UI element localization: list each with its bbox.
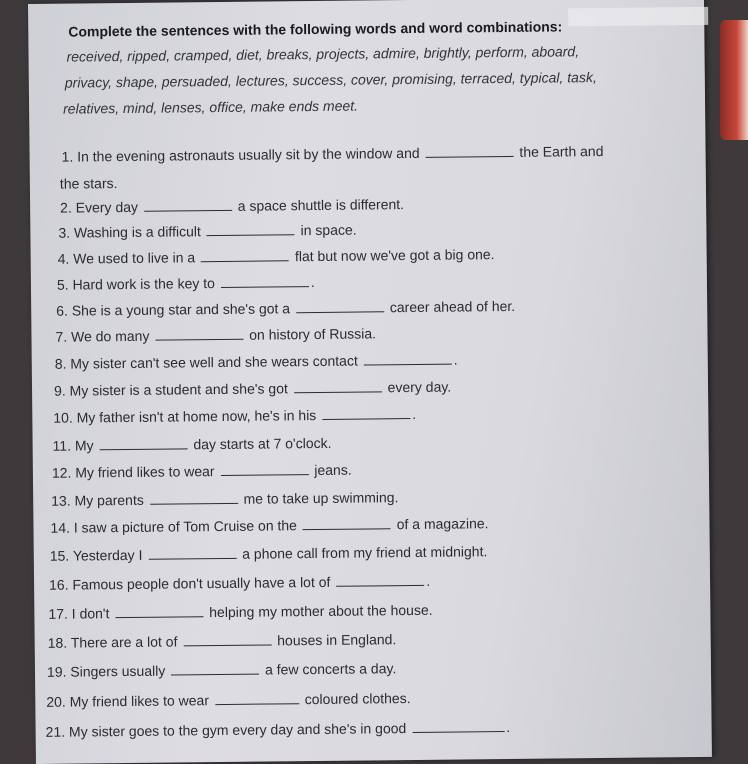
sentence-9 <box>54 379 451 399</box>
sentence-text-before: Famous people don't usually have a lot of <box>72 573 331 593</box>
sentence-15 <box>50 543 488 564</box>
sentence-number: 20. <box>46 693 66 710</box>
sentence-7 <box>55 325 376 344</box>
sentence-number: 15. <box>49 547 70 564</box>
worksheet-title: Complete the sentences with the following words and word combinations: <box>68 18 563 40</box>
sentence-text-after: every day. <box>387 378 452 396</box>
sentence-text-before: She is a young star and she's got a <box>71 300 291 319</box>
sentence-text-before: Singers usually <box>70 662 166 680</box>
sentence-number: 11. <box>52 437 72 454</box>
sentence-number: 1. <box>61 148 74 165</box>
sentence-number: 3. <box>58 224 71 241</box>
sentence-text-before: the stars. <box>59 175 118 192</box>
sentence-13 <box>51 489 398 509</box>
sentence-number: 16. <box>48 576 69 593</box>
sentence-19 <box>47 660 396 680</box>
sentence-text-after: . <box>412 405 417 422</box>
answer-blank[interactable] <box>322 417 410 420</box>
sentence-20 <box>46 690 410 710</box>
sentence-number: 7. <box>55 328 68 345</box>
sentence-number: 9. <box>53 382 66 399</box>
sentence-number: 10. <box>53 409 73 426</box>
sentence-3 <box>58 222 356 241</box>
answer-blank[interactable] <box>100 447 188 450</box>
sentence-text-before: My friend likes to wear <box>69 692 210 710</box>
sentence-number: 21. <box>45 723 66 740</box>
sentence-text-before: There are a lot of <box>70 633 178 651</box>
sentence-text-before: My <box>74 437 94 454</box>
sentence-number: 5. <box>56 276 69 293</box>
sentence-text-before: We do many <box>70 327 150 345</box>
answer-blank[interactable] <box>364 363 452 366</box>
sentence-16 <box>49 573 430 593</box>
answer-blank[interactable] <box>220 473 308 476</box>
answer-blank[interactable] <box>336 584 424 587</box>
word-list-line: relatives, mind, lenses, office, make ends meet. <box>63 97 359 117</box>
sentence-text-after: me to take up swimming. <box>243 489 399 507</box>
answer-blank[interactable] <box>303 527 391 530</box>
answer-blank[interactable] <box>183 643 271 646</box>
sentence-text-after: day starts at 7 o'clock. <box>193 434 332 453</box>
answer-blank[interactable] <box>207 233 295 236</box>
answer-blank[interactable] <box>155 338 243 341</box>
sentence-text-after: coloured clothes. <box>304 690 411 708</box>
sentence-text-after: flat but now we've got a big one. <box>294 246 495 265</box>
red-object <box>720 20 748 140</box>
worksheet-paper <box>28 0 712 764</box>
sentence-text-before: My sister can't see well and she wears contact <box>70 352 358 372</box>
sentence-text-after: helping my mother about the house. <box>209 601 433 621</box>
sentence-text-before: I saw a picture of Tom Cruise on the <box>73 517 297 536</box>
sentence-5 <box>57 274 315 293</box>
sentence-text-after: the Earth and <box>519 142 604 160</box>
sentence-text-after: . <box>426 572 431 589</box>
sentence-12 <box>52 462 352 481</box>
sentence-text-before: Washing is a difficult <box>73 223 201 241</box>
sentence-text-after: houses in England. <box>277 631 397 649</box>
answer-blank[interactable] <box>148 557 236 560</box>
word-list-line: privacy, shape, persuaded, lectures, success, cover, promising, terraced, typical, task, <box>64 69 597 91</box>
sentence-2 <box>60 196 404 216</box>
sentence-21 <box>46 719 511 740</box>
sentence-text-after: . <box>310 274 315 291</box>
answer-blank[interactable] <box>115 615 203 618</box>
answer-blank[interactable] <box>201 259 289 262</box>
sentence-text-after: of a magazine. <box>396 515 489 533</box>
sentence-text-after: jeans. <box>314 461 352 479</box>
answer-blank[interactable] <box>144 209 232 212</box>
sentence-text-before: Yesterday I <box>72 546 143 564</box>
tape-strip <box>568 7 708 26</box>
answer-blank[interactable] <box>426 155 514 158</box>
sentence-text-after: career ahead of her. <box>389 297 516 316</box>
sentence-number: 2. <box>60 199 72 216</box>
sentence-number: 17. <box>48 605 68 622</box>
sentence-number: 19. <box>46 663 67 680</box>
answer-blank[interactable] <box>412 730 504 733</box>
sentence-text-before: In the evening astronauts usually sit by the window and <box>77 144 420 165</box>
answer-blank[interactable] <box>294 390 382 393</box>
sentence-number: 8. <box>54 355 67 372</box>
sentence-number: 18. <box>47 634 68 651</box>
sentence-text-before: My sister goes to the gym every day and she's in good <box>68 720 407 740</box>
answer-blank[interactable] <box>221 285 309 288</box>
sentence-14 <box>50 515 488 536</box>
sentence-text-before: We used to live in a <box>73 249 196 267</box>
sentence-number: 12. <box>51 464 72 481</box>
sentence-number: 6. <box>56 302 68 319</box>
answer-blank[interactable] <box>296 310 384 313</box>
answer-blank[interactable] <box>171 673 259 676</box>
sentence-number: 13. <box>51 492 71 509</box>
sentence-text-before: Hard work is the key to <box>72 275 215 293</box>
sentence-text-after: on history of Russia. <box>249 325 377 343</box>
sentence-text-after: a phone call from my friend at midnight. <box>242 543 488 562</box>
sentence-text-before: My sister is a student and she's got <box>69 380 288 399</box>
sentence-text-before: My parents <box>74 491 144 509</box>
sentence-text-after: . <box>453 351 458 368</box>
sentence-number: 14. <box>50 519 71 536</box>
sentence-text-after: a space shuttle is different. <box>237 196 405 214</box>
sentence-number: 4. <box>57 250 70 267</box>
sentence-4 <box>58 246 495 267</box>
answer-blank[interactable] <box>150 502 238 505</box>
sentence-6 <box>56 298 515 319</box>
sentence-11 <box>53 435 332 454</box>
sentence-1 <box>62 143 604 165</box>
answer-blank[interactable] <box>215 702 299 705</box>
sentence-text-before: My father isn't at home now, he's in his <box>76 407 317 426</box>
sentence-text-before: I don't <box>71 605 110 622</box>
sentence-1-continued <box>60 175 118 192</box>
sentence-text-after: in space. <box>300 221 357 239</box>
sentence-text-before: My friend likes to wear <box>75 463 215 481</box>
sentence-17 <box>48 602 432 622</box>
sentence-10 <box>53 406 416 426</box>
sentence-text-after: a few concerts a day. <box>264 660 397 678</box>
sentence-8 <box>55 352 458 372</box>
word-list-line: received, ripped, cramped, diet, breaks, projects, admire, brightly, perform, aboard, <box>66 43 580 65</box>
sentence-text-before: Every day <box>75 198 139 216</box>
sentence-18 <box>48 631 397 651</box>
sentence-text-after: . <box>506 718 511 736</box>
